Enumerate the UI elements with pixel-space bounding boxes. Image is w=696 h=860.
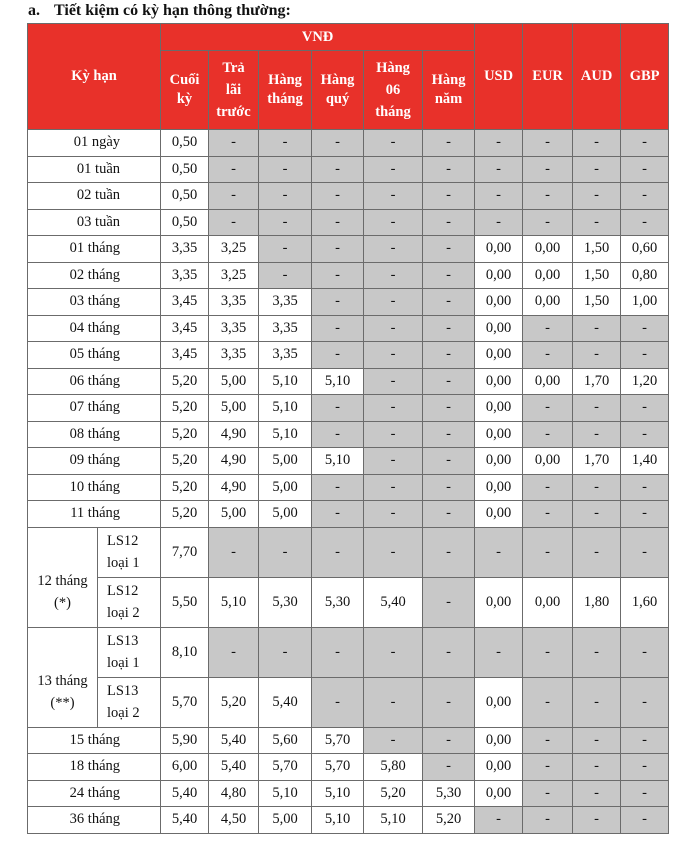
rate-cell: 5,20: [161, 368, 209, 395]
header-usd: USD: [475, 24, 523, 130]
sub-term-label: LS12 loại 2: [98, 577, 161, 627]
term-label: 01 ngày: [28, 130, 161, 157]
rate-cell: -: [312, 262, 364, 289]
rate-cell: -: [259, 527, 312, 577]
term-label: 36 tháng: [28, 807, 161, 834]
rate-cell: -: [209, 156, 259, 183]
table-row: [28, 501, 669, 528]
rate-cell: -: [312, 315, 364, 342]
rate-cell: 0,50: [161, 183, 209, 210]
term-label: 03 tuần: [28, 209, 161, 236]
header-gbp: GBP: [621, 24, 669, 130]
term-label: 06 tháng: [28, 368, 161, 395]
rate-cell: -: [621, 183, 669, 210]
rate-cell: 5,00: [209, 501, 259, 528]
rate-cell: 5,00: [259, 474, 312, 501]
rate-cell: -: [209, 627, 259, 677]
rate-cell: -: [364, 236, 423, 263]
rate-cell: -: [573, 627, 621, 677]
rate-cell: 1,50: [573, 289, 621, 316]
rate-cell: 0,00: [523, 368, 573, 395]
rate-cell: -: [364, 501, 423, 528]
rate-cell: 5,70: [161, 677, 209, 727]
rate-cell: -: [364, 156, 423, 183]
rate-cell: -: [423, 236, 475, 263]
rate-cell: -: [259, 130, 312, 157]
rate-cell: -: [523, 807, 573, 834]
rate-cell: 4,50: [209, 807, 259, 834]
term-label: 18 tháng: [28, 754, 161, 781]
rate-cell: -: [423, 183, 475, 210]
rate-cell: 7,70: [161, 527, 209, 577]
rate-cell: 0,00: [475, 421, 523, 448]
rate-cell: 0,00: [523, 577, 573, 627]
rate-cell: 4,80: [209, 780, 259, 807]
rate-cell: 6,00: [161, 754, 209, 781]
rate-cell: -: [523, 474, 573, 501]
term-label: 02 tháng: [28, 262, 161, 289]
rate-cell: -: [621, 527, 669, 577]
rate-cell: 5,10: [259, 421, 312, 448]
rate-cell: -: [475, 130, 523, 157]
rate-cell: 5,00: [209, 395, 259, 422]
rate-cell: -: [621, 156, 669, 183]
table-row: [28, 368, 669, 395]
rate-cell: -: [423, 577, 475, 627]
rate-cell: 8,10: [161, 627, 209, 677]
rate-cell: 5,40: [209, 727, 259, 754]
rate-cell: 5,30: [312, 577, 364, 627]
rate-cell: 0,00: [475, 368, 523, 395]
rate-cell: -: [312, 421, 364, 448]
rate-cell: -: [573, 807, 621, 834]
rate-cell: 5,70: [312, 754, 364, 781]
rate-cell: -: [312, 342, 364, 369]
rate-cell: -: [259, 262, 312, 289]
rate-cell: -: [423, 727, 475, 754]
rate-cell: -: [573, 156, 621, 183]
rate-cell: 5,00: [259, 448, 312, 475]
table-row: [28, 262, 669, 289]
rate-cell: 0,00: [523, 262, 573, 289]
rate-cell: -: [364, 448, 423, 475]
rate-cell: 3,35: [161, 236, 209, 263]
rate-cell: -: [423, 677, 475, 727]
rate-cell: -: [621, 754, 669, 781]
rate-cell: 0,00: [475, 474, 523, 501]
header-vnd-col: Hàng 06 tháng: [364, 51, 423, 130]
rate-cell: -: [364, 677, 423, 727]
rate-cell: 5,20: [161, 421, 209, 448]
section-title: Tiết kiệm có kỳ hạn thông thường:: [54, 2, 291, 19]
rate-cell: -: [475, 183, 523, 210]
term-label: 05 tháng: [28, 342, 161, 369]
rate-cell: 3,45: [161, 289, 209, 316]
rate-cell: -: [475, 156, 523, 183]
term-label: 11 tháng: [28, 501, 161, 528]
term-label: 24 tháng: [28, 780, 161, 807]
rate-cell: -: [621, 315, 669, 342]
rate-cell: -: [259, 627, 312, 677]
rate-cell: 4,90: [209, 421, 259, 448]
rate-cell: -: [621, 627, 669, 677]
term-label: 03 tháng: [28, 289, 161, 316]
table-row: [28, 527, 669, 577]
rate-cell: 0,50: [161, 209, 209, 236]
rate-cell: 4,90: [209, 474, 259, 501]
table-row: [28, 448, 669, 475]
rate-cell: 0,00: [475, 727, 523, 754]
rate-cell: -: [475, 627, 523, 677]
rate-cell: -: [573, 780, 621, 807]
rate-cell: 5,20: [161, 448, 209, 475]
rate-cell: -: [259, 183, 312, 210]
rate-cell: 5,10: [259, 395, 312, 422]
table-row: [28, 289, 669, 316]
rate-cell: 5,00: [209, 368, 259, 395]
rate-cell: 3,35: [259, 342, 312, 369]
rate-cell: -: [364, 527, 423, 577]
rate-cell: -: [364, 183, 423, 210]
rate-cell: -: [312, 236, 364, 263]
rate-cell: -: [423, 289, 475, 316]
rate-cell: 0,80: [621, 262, 669, 289]
rate-cell: 1,60: [621, 577, 669, 627]
rate-cell: 0,00: [475, 262, 523, 289]
rate-cell: 0,00: [475, 395, 523, 422]
table-row: [28, 156, 669, 183]
rate-cell: -: [364, 727, 423, 754]
term-group-label: 13 tháng (**): [28, 627, 98, 727]
rate-cell: 0,00: [475, 448, 523, 475]
rate-cell: 3,35: [161, 262, 209, 289]
rate-cell: -: [573, 421, 621, 448]
rate-cell: -: [475, 209, 523, 236]
rate-cell: -: [621, 395, 669, 422]
table-row: [28, 627, 669, 677]
rate-cell: -: [259, 156, 312, 183]
header-vnd-col: Hàng năm: [423, 51, 475, 130]
rate-cell: 5,20: [161, 395, 209, 422]
rate-cell: 5,30: [259, 577, 312, 627]
rate-cell: 5,50: [161, 577, 209, 627]
rate-cell: 5,70: [312, 727, 364, 754]
rate-cell: -: [573, 527, 621, 577]
rate-cell: -: [573, 677, 621, 727]
rate-cell: 5,40: [259, 677, 312, 727]
rate-cell: 0,00: [475, 342, 523, 369]
table-row: [28, 807, 669, 834]
term-label: 09 tháng: [28, 448, 161, 475]
rate-cell: 0,50: [161, 130, 209, 157]
rate-cell: -: [475, 807, 523, 834]
rate-cell: -: [209, 209, 259, 236]
rate-cell: -: [364, 315, 423, 342]
term-label: 10 tháng: [28, 474, 161, 501]
rate-cell: 5,20: [423, 807, 475, 834]
rate-cell: 0,00: [523, 448, 573, 475]
rate-cell: -: [621, 130, 669, 157]
header-vnd-group: VNĐ: [161, 24, 475, 51]
rate-cell: -: [364, 130, 423, 157]
rate-cell: -: [423, 474, 475, 501]
rate-cell: 1,00: [621, 289, 669, 316]
rate-cell: 0,00: [475, 780, 523, 807]
rate-cell: -: [621, 727, 669, 754]
rate-cell: -: [523, 754, 573, 781]
rate-cell: -: [621, 421, 669, 448]
rate-cell: 3,35: [259, 289, 312, 316]
rate-cell: -: [312, 474, 364, 501]
rate-cell: -: [523, 780, 573, 807]
table-row: [28, 395, 669, 422]
term-label: 08 tháng: [28, 421, 161, 448]
rate-cell: 5,90: [161, 727, 209, 754]
rate-cell: -: [423, 368, 475, 395]
rate-cell: 5,40: [209, 754, 259, 781]
rate-cell: 3,35: [209, 315, 259, 342]
rate-cell: -: [523, 342, 573, 369]
rate-cell: -: [312, 289, 364, 316]
rate-cell: -: [423, 501, 475, 528]
rate-cell: 5,10: [312, 368, 364, 395]
rate-cell: 0,00: [475, 677, 523, 727]
rate-cell: 0,00: [523, 289, 573, 316]
table-row: [28, 342, 669, 369]
rate-cell: 0,00: [475, 315, 523, 342]
rate-cell: -: [364, 342, 423, 369]
rate-cell: -: [573, 342, 621, 369]
rate-cell: -: [423, 527, 475, 577]
rate-cell: 5,10: [364, 807, 423, 834]
term-label: 01 tuần: [28, 156, 161, 183]
rate-cell: -: [523, 156, 573, 183]
rate-cell: -: [312, 395, 364, 422]
header-eur: EUR: [523, 24, 573, 130]
rate-cell: -: [423, 448, 475, 475]
rate-cell: -: [523, 315, 573, 342]
rate-cell: -: [621, 342, 669, 369]
rate-cell: 3,35: [209, 289, 259, 316]
section-number: a.: [28, 2, 40, 19]
rate-cell: -: [621, 780, 669, 807]
table-row: [28, 209, 669, 236]
rate-cell: -: [312, 627, 364, 677]
header-term: Kỳ hạn: [28, 24, 161, 130]
rate-cell: -: [573, 501, 621, 528]
term-label: 04 tháng: [28, 315, 161, 342]
rate-cell: -: [423, 342, 475, 369]
rate-cell: -: [423, 627, 475, 677]
rate-cell: 3,25: [209, 236, 259, 263]
rate-cell: 0,00: [475, 577, 523, 627]
table-row: [28, 315, 669, 342]
table-row: [28, 183, 669, 210]
rate-cell: -: [312, 209, 364, 236]
sub-term-label: LS12 loại 1: [98, 527, 161, 577]
rate-cell: 3,35: [259, 315, 312, 342]
rate-cell: 1,20: [621, 368, 669, 395]
rate-cell: -: [364, 395, 423, 422]
rate-cell: -: [259, 236, 312, 263]
rate-cell: 5,10: [312, 807, 364, 834]
rate-cell: 5,40: [364, 577, 423, 627]
rate-cell: 3,35: [209, 342, 259, 369]
rate-cell: -: [573, 130, 621, 157]
header-aud: AUD: [573, 24, 621, 130]
rate-cell: -: [423, 315, 475, 342]
rate-cell: 0,00: [523, 236, 573, 263]
rate-cell: -: [573, 183, 621, 210]
sub-term-label: LS13 loại 1: [98, 627, 161, 677]
rate-cell: 5,10: [259, 780, 312, 807]
rate-cell: 5,80: [364, 754, 423, 781]
rate-cell: 5,00: [259, 807, 312, 834]
rate-cell: 5,00: [259, 501, 312, 528]
rate-cell: -: [364, 289, 423, 316]
rate-cell: -: [523, 421, 573, 448]
rate-cell: 1,70: [573, 368, 621, 395]
rate-cell: -: [364, 262, 423, 289]
rate-cell: 4,90: [209, 448, 259, 475]
rate-cell: -: [475, 527, 523, 577]
rate-cell: 1,40: [621, 448, 669, 475]
rate-cell: -: [621, 501, 669, 528]
rate-cell: -: [312, 156, 364, 183]
rate-cell: 1,50: [573, 236, 621, 263]
rate-cell: -: [423, 421, 475, 448]
rate-cell: -: [573, 727, 621, 754]
rate-cell: 5,20: [209, 677, 259, 727]
rate-cell: -: [209, 130, 259, 157]
rate-cell: -: [573, 315, 621, 342]
table-row: [28, 754, 669, 781]
rate-cell: -: [523, 727, 573, 754]
rate-cell: -: [312, 501, 364, 528]
rate-cell: 5,10: [259, 368, 312, 395]
rate-cell: -: [573, 474, 621, 501]
rate-cell: 5,20: [364, 780, 423, 807]
rate-cell: 1,80: [573, 577, 621, 627]
rate-cell: 5,30: [423, 780, 475, 807]
rate-cell: -: [523, 209, 573, 236]
rate-cell: -: [621, 209, 669, 236]
rate-cell: -: [621, 807, 669, 834]
header-vnd-col: Cuối kỳ: [161, 51, 209, 130]
table-header: [28, 24, 669, 130]
rate-cell: -: [573, 754, 621, 781]
term-label: 07 tháng: [28, 395, 161, 422]
rate-cell: -: [523, 527, 573, 577]
rate-cell: 5,10: [312, 780, 364, 807]
rate-cell: 5,20: [161, 501, 209, 528]
table-row: [28, 421, 669, 448]
table-row: [28, 727, 669, 754]
rate-cell: -: [621, 474, 669, 501]
rate-cell: -: [209, 183, 259, 210]
rate-cell: -: [523, 677, 573, 727]
rate-cell: 3,25: [209, 262, 259, 289]
rate-cell: -: [423, 754, 475, 781]
rate-cell: -: [423, 395, 475, 422]
table-row: [28, 577, 669, 627]
rate-cell: 5,40: [161, 807, 209, 834]
term-group-label: 12 tháng (*): [28, 527, 98, 627]
rate-cell: -: [312, 527, 364, 577]
header-vnd-col: Trả lãi trước: [209, 51, 259, 130]
rate-cell: 5,10: [209, 577, 259, 627]
term-label: 15 tháng: [28, 727, 161, 754]
rate-cell: -: [259, 209, 312, 236]
rate-cell: 5,40: [161, 780, 209, 807]
rate-cell: -: [364, 627, 423, 677]
table-row: [28, 780, 669, 807]
rate-cell: -: [364, 421, 423, 448]
rate-cell: -: [523, 395, 573, 422]
header-vnd-col: Hàng tháng: [259, 51, 312, 130]
rate-cell: 5,20: [161, 474, 209, 501]
rate-cell: 1,50: [573, 262, 621, 289]
section-heading: [28, 2, 291, 20]
savings-rate-table: [27, 23, 669, 834]
term-label: 01 tháng: [28, 236, 161, 263]
rate-cell: 3,45: [161, 342, 209, 369]
sub-term-label: LS13 loại 2: [98, 677, 161, 727]
rate-cell: -: [364, 474, 423, 501]
table-body: [28, 130, 669, 834]
rate-cell: -: [423, 130, 475, 157]
rate-cell: 5,10: [312, 448, 364, 475]
rate-cell: -: [364, 209, 423, 236]
table-row: [28, 474, 669, 501]
rate-cell: 5,70: [259, 754, 312, 781]
rate-cell: -: [312, 183, 364, 210]
rate-cell: 0,00: [475, 501, 523, 528]
rate-cell: -: [312, 130, 364, 157]
rate-cell: 3,45: [161, 315, 209, 342]
rate-cell: 5,60: [259, 727, 312, 754]
rate-cell: -: [523, 627, 573, 677]
rate-cell: 0,60: [621, 236, 669, 263]
table-row: [28, 130, 669, 157]
rate-cell: -: [423, 156, 475, 183]
rate-cell: 1,70: [573, 448, 621, 475]
rate-cell: -: [523, 501, 573, 528]
rate-cell: -: [423, 209, 475, 236]
rate-cell: -: [312, 677, 364, 727]
rate-cell: -: [523, 183, 573, 210]
table-row: [28, 236, 669, 263]
header-vnd-col: Hàng quý: [312, 51, 364, 130]
rate-cell: 0,00: [475, 289, 523, 316]
term-label: 02 tuần: [28, 183, 161, 210]
rate-cell: -: [573, 395, 621, 422]
rate-cell: 0,00: [475, 236, 523, 263]
table-row: [28, 677, 669, 727]
rate-cell: -: [209, 527, 259, 577]
rate-cell: 0,50: [161, 156, 209, 183]
rate-cell: -: [621, 677, 669, 727]
rate-cell: -: [523, 130, 573, 157]
rate-cell: -: [364, 368, 423, 395]
rate-cell: -: [573, 209, 621, 236]
rate-cell: 0,00: [475, 754, 523, 781]
rate-cell: -: [423, 262, 475, 289]
